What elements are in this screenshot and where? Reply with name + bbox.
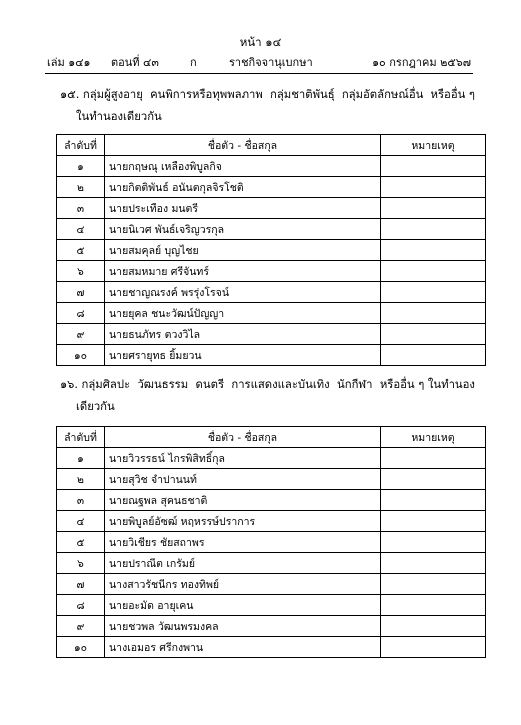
row-name: นายชาญณรงค์ พรรุ่งโรจน์ xyxy=(105,282,381,303)
table-row xyxy=(57,261,486,282)
row-name: นายกิตติพันธ์ อนันตกุลจิรโชติ xyxy=(105,177,381,198)
table-header-row xyxy=(57,427,486,448)
table-row xyxy=(57,511,486,532)
section-title-word: กลุ่มชาติพันธุ์ xyxy=(270,88,335,101)
row-note xyxy=(381,198,486,219)
table-row xyxy=(57,324,486,345)
row-number: ๑๐ xyxy=(57,637,105,658)
table-row xyxy=(57,595,486,616)
table-row xyxy=(57,198,486,219)
column-header-note: หมายเหตุ xyxy=(381,135,486,156)
row-name: นายสมคุลย์ บุญไชย xyxy=(105,240,381,261)
table-row xyxy=(57,219,486,240)
section-title-word: วัฒนธรรม xyxy=(137,378,189,391)
row-number: ๘ xyxy=(57,303,105,324)
section-title-word: ดนตรี xyxy=(195,378,225,391)
table-row xyxy=(57,469,486,490)
table-row xyxy=(57,345,486,366)
table-row xyxy=(57,574,486,595)
row-number: ๒ xyxy=(57,469,105,490)
section-title-word: คนพิการหรือทุพพลภาพ xyxy=(150,88,263,101)
section-16-table xyxy=(56,426,486,658)
column-header-name: ชื่อตัว - ชื่อสกุล xyxy=(105,427,381,448)
row-number: ๓ xyxy=(57,490,105,511)
table-row xyxy=(57,282,486,303)
row-name: นายศรายุทธ ยิ้มยวน xyxy=(105,345,381,366)
section-title-word: นักกีฬา xyxy=(337,378,373,391)
row-note xyxy=(381,303,486,324)
row-note xyxy=(381,448,486,469)
section-title-word: หรืออื่น ๆ ในทำนอง xyxy=(379,378,475,391)
row-name: นายปราณีต เกรัมย์ xyxy=(105,553,381,574)
row-name: นายพิบูลย์อัซฒ์ หฤหรรษ์ปราการ xyxy=(105,511,381,532)
row-name: นายสุวิช จำปานนท์ xyxy=(105,469,381,490)
row-number: ๙ xyxy=(57,324,105,345)
section-title-word: หรืออื่น ๆ xyxy=(430,88,475,101)
table-row xyxy=(57,553,486,574)
row-number: ๑ xyxy=(57,448,105,469)
row-note xyxy=(381,324,486,345)
row-name: นางเอมอร ศรีกงพาน xyxy=(105,637,381,658)
row-name: นายยุคล ชนะวัฒน์ปัญญา xyxy=(105,303,381,324)
row-note xyxy=(381,469,486,490)
column-header-note: หมายเหตุ xyxy=(381,427,486,448)
row-number: ๓ xyxy=(57,198,105,219)
row-number: ๕ xyxy=(57,532,105,553)
table-row xyxy=(57,240,486,261)
row-note xyxy=(381,261,486,282)
volume-label: เล่ม ๑๔๑ xyxy=(47,56,91,69)
row-number: ๖ xyxy=(57,261,105,282)
row-name: นายณฐพล สุคนธชาติ xyxy=(105,490,381,511)
row-number: ๗ xyxy=(57,574,105,595)
table-row xyxy=(57,637,486,658)
table-row xyxy=(57,303,486,324)
row-number: ๗ xyxy=(57,282,105,303)
row-note xyxy=(381,490,486,511)
row-number: ๑๐ xyxy=(57,345,105,366)
row-number: ๕ xyxy=(57,240,105,261)
table-row xyxy=(57,448,486,469)
section-title-word: ๑๕. กลุ่มผู้สูงอายุ xyxy=(60,88,143,101)
publication-name: ราชกิจจานุเบกษา xyxy=(229,56,313,69)
issue-date: ๑๐ กรกฎาคม ๒๕๖๗ xyxy=(372,56,471,69)
row-name: นายนิเวศ พันธ์เจริญวรกุล xyxy=(105,219,381,240)
column-header-name: ชื่อตัว - ชื่อสกุล xyxy=(105,135,381,156)
section-title-line2: เดียวกัน xyxy=(76,400,115,413)
row-name: นายกฤษณุ เหลืองพิบูลกิจ xyxy=(105,156,381,177)
table-row xyxy=(57,616,486,637)
row-number: ๔ xyxy=(57,219,105,240)
column-header-number: ลำดับที่ xyxy=(57,427,105,448)
row-number: ๖ xyxy=(57,553,105,574)
row-note xyxy=(381,282,486,303)
section-16-title xyxy=(60,374,475,418)
header-rule xyxy=(45,73,473,74)
table-row xyxy=(57,156,486,177)
row-number: ๙ xyxy=(57,616,105,637)
row-name: นายสมหมาย ศรีจันทร์ xyxy=(105,261,381,282)
row-note xyxy=(381,511,486,532)
row-name: นายประเทือง มนตรี xyxy=(105,198,381,219)
row-name: นายวิวรรธน์ ไกรพิสิทธิ์กุล xyxy=(105,448,381,469)
row-note xyxy=(381,637,486,658)
row-number: ๔ xyxy=(57,511,105,532)
table-row xyxy=(57,532,486,553)
row-note xyxy=(381,616,486,637)
row-note xyxy=(381,219,486,240)
section-title-word: กลุ่มอัตลักษณ์อื่น xyxy=(341,88,424,101)
table-row xyxy=(57,177,486,198)
section-title-line2: ในทำนองเดียวกัน xyxy=(76,110,162,123)
row-note xyxy=(381,595,486,616)
issue-label: ตอนที่ ๔๓ xyxy=(111,56,159,69)
section-15-table xyxy=(56,134,486,366)
page-number: หน้า ๑๔ xyxy=(239,35,282,49)
row-name: นายชวพล วัฒนพรมงคล xyxy=(105,616,381,637)
row-name: นายอะมัด อายุเคน xyxy=(105,595,381,616)
section-title-word: ๑๖. กลุ่มศิลปะ xyxy=(60,378,131,391)
row-note xyxy=(381,553,486,574)
row-note xyxy=(381,177,486,198)
part-label: ก xyxy=(190,56,197,69)
row-number: ๒ xyxy=(57,177,105,198)
row-number: ๘ xyxy=(57,595,105,616)
table-row xyxy=(57,490,486,511)
row-name: นางสาวรัชนีกร ทองทิพย์ xyxy=(105,574,381,595)
row-note xyxy=(381,532,486,553)
row-note xyxy=(381,156,486,177)
column-header-number: ลำดับที่ xyxy=(57,135,105,156)
section-title-word: การแสดงและบันเทิง xyxy=(231,378,330,391)
section-15-title xyxy=(60,84,475,128)
row-note xyxy=(381,240,486,261)
gazette-header xyxy=(47,53,471,69)
row-number: ๑ xyxy=(57,156,105,177)
row-note xyxy=(381,574,486,595)
table-header-row xyxy=(57,135,486,156)
row-name: นายวิเชียร ชัยสถาพร xyxy=(105,532,381,553)
row-name: นายธนภัทร ตวงวิไล xyxy=(105,324,381,345)
row-note xyxy=(381,345,486,366)
